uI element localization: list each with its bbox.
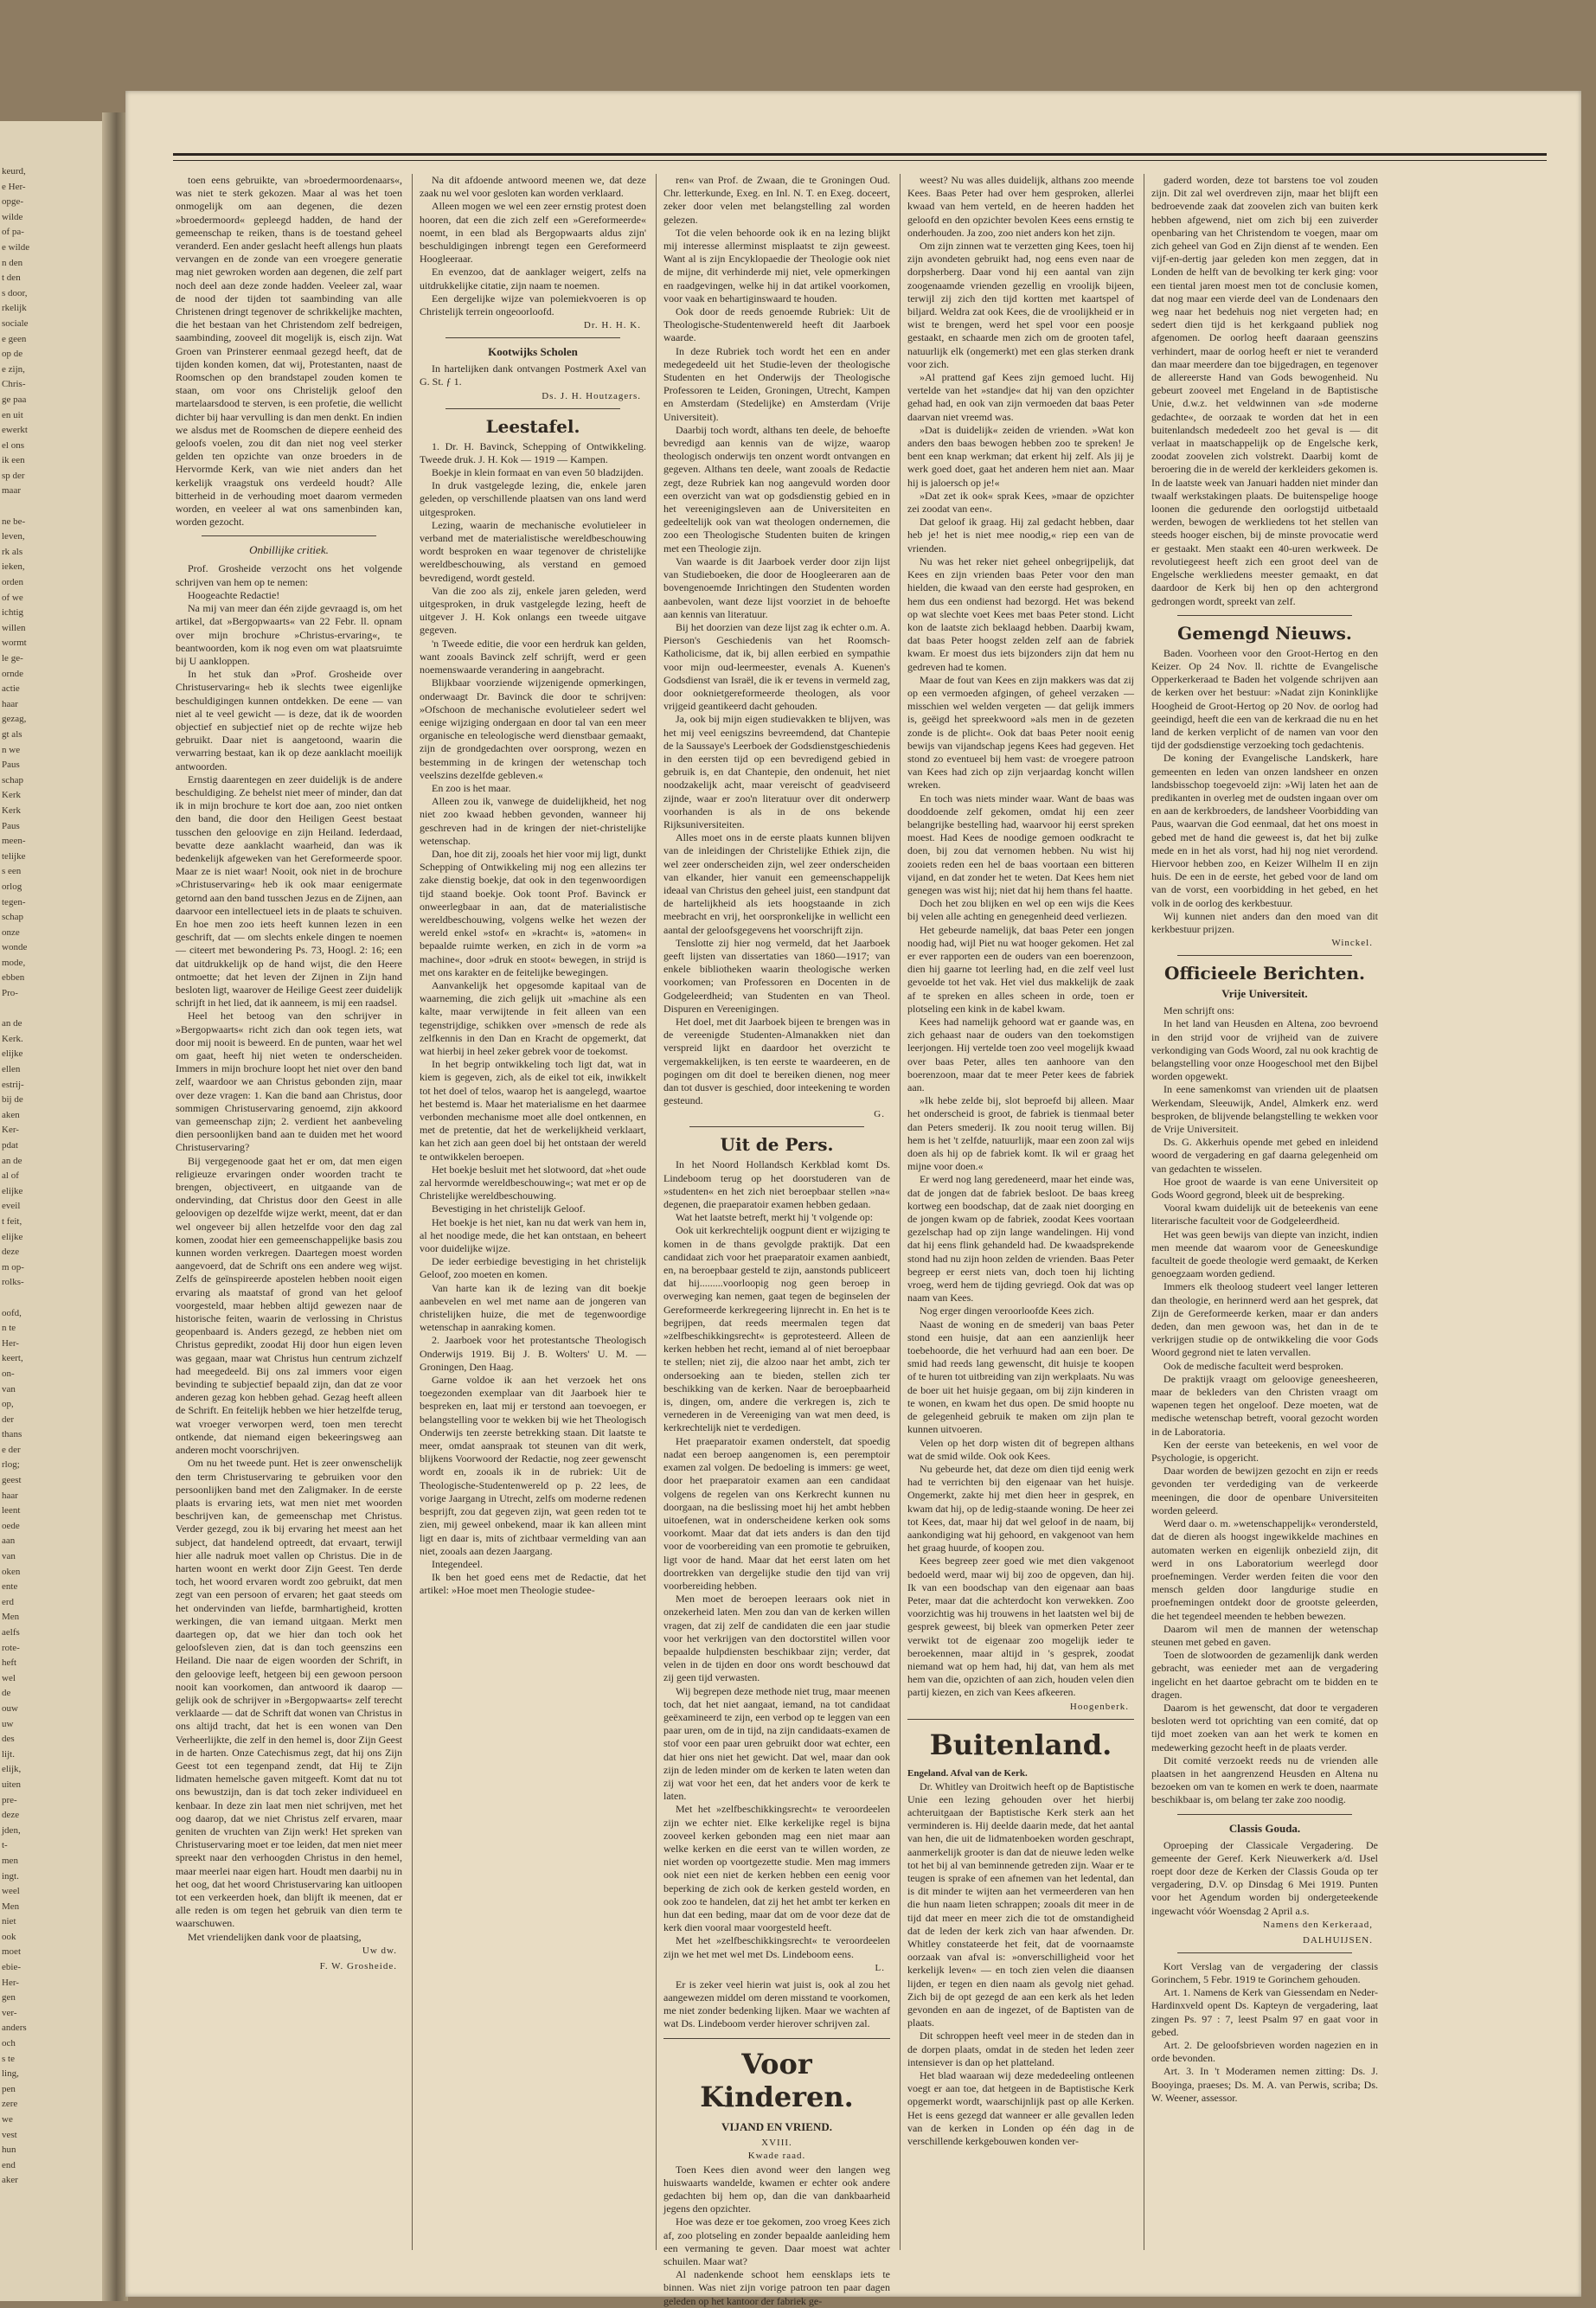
previous-page-fragment	[0, 121, 111, 2301]
paragraph: 2. Jaarboek voor het protestantsche Theologisch Onderwijs 1919. Bij J. B. Wolters' U. M. — Groningen, Den Haag.	[420, 1334, 646, 1373]
classis-sign-intro: Namens den Kerkeraad,	[1263, 1919, 1373, 1930]
paragraph: En evenzoo, dat de aanklager weigert, zelfs na uitdrukkelijke citatie, zijn naam te noemen.	[420, 266, 646, 292]
paragraph: »Dat zet ik ook« sprak Kees, »maar de opzichter zei zoodat van een«.	[907, 489, 1134, 516]
paragraph: Dat geloof ik graag. Hij zal gedacht hebben, daar heb je! het is niet mee noodig,« riep een van de vrienden.	[907, 516, 1134, 555]
divider	[689, 1126, 864, 1127]
classis-signature: DALHUIJSEN.	[1303, 1934, 1373, 1946]
paragraph: Het praeparatoir examen onderstelt, dat spoedig nadat een beroep aangenomen is, een peremptoir examen zal volgen. De bedoeling is immers: ge weet, door het praeparatoir examen aan een candidaat volgens de regelen van ons Kerkrecht kunnen nu doorgaan, na die beslissing moet hij het ambt hebben uitoefenen, wat in onderscheidene kerken ook soms voorkomt. Maar dat dat iets anders is dan den tijd voor de voorbereiding van een promotie te gebruiken, ligt voor de hand. Maar dat het eerst laten om het doortrekken van dergelijke studie den tijd van vrij voorbereiding hebben.	[663, 1434, 890, 1592]
subhead-engeland: Engeland. Afval van de Kerk.	[907, 1767, 1028, 1779]
paragraph: »Dat is duidelijk« zeiden de vrienden. »Wat kon anders den baas bewogen hebben zoo te spreken! Je bent een knap werkman; dat erkent hij zelf. Als jij je werk goed doet, gaat het anderen hem niet aan. Maar hij is jaloersch op je!«	[907, 423, 1134, 489]
paragraph: In druk vastgelegde lezing, die, enkele jaren geleden, op verschillende plaatsen van ons land werd uitgesproken.	[420, 479, 646, 518]
column-rule	[412, 174, 413, 2250]
paragraph: Hoe was deze er toe gekomen, zoo vroeg Kees zich af, zoo plotseling en zonder bepaalde aanleiding hem een vermaning te geven. Daar moest wat achter schuilen. Maar wat?	[663, 2215, 890, 2268]
paragraph: In het begrip ontwikkeling toch ligt dat, wat in kiem is gegeven, zich, als de eikel tot eik, inwikkelt tot het doel of telos, waarop het is aangelegd, waartoe het bestemd is. Maar het materialisme en het daarmee verbonden mechanisme moet alle doel ontkennen, en met de pretentie, dat het de werkelijkheid verklaart, kan het zich aan geen doel bij het ontstaan der wereld te ontwikkelen beroepen.	[420, 1058, 646, 1163]
paragraph: Van harte kan ik de lezing van dit boekje aanbevelen en wel met name aan de jongeren van christelijken huize, die met de tegenwoordige wetenschap in aanraking komen.	[420, 1281, 646, 1334]
paragraph: Aanvankelijk het opgesomde kapitaal van de waarneming, die zich gelijk uit »machine als een kalte, maar verwijtende in feit alleen van een tegenstrijdige, schikken over »mensch de rede als zelfkennis in den Dan en Kracht de opgemerkt, dat wat hierbij in heel zeker gebrek voor de toekomst.	[420, 978, 646, 1057]
divider	[445, 337, 620, 338]
signature-l: L.	[875, 1962, 885, 1973]
paragraph: Alleen zou ik, vanwege de duidelijkheid, het nog niet zoo kwaad hebben gevonden, wanneer hij geschreven had in de kringen der niet-christelijke wetenschap.	[420, 795, 646, 847]
divider	[1177, 1952, 1352, 1953]
paragraph: Kees had namelijk gehoord wat er gaande was, en zich gehaast naar de ouders van den toekomstigen leerjongen. Hij vertelde toen zoo veel mogelijk kwaad over baas Peter, alles ten aanhoore van den boerenzoon, maar dat te meer Peter kees de fabriek aan.	[907, 1016, 1134, 1094]
paragraph: Dit comité verzoekt reeds nu de vrienden alle plaatsen in het aangrenzend Heusden en Altena nu bezoeken om van te komen en werk te doen, naarmate beschikbaar is, om belang ter zake zoo noodig.	[1151, 1753, 1378, 1806]
column-rule	[900, 174, 901, 2250]
paragraph: Het was geen bewijs van diepte van inzicht, indien men meende dat waarom voor de Geneeskundige faculteit de goede theologie werd gemaakt, de Kerken genoegzaam worden gediend.	[1151, 1228, 1378, 1280]
paragraph: Tenslotte zij hier nog vermeld, dat het Jaarboek geeft lijsten van dissertaties van 1860—1917; van enkele bibliotheken waarin theologische werken voorkomen; van Professoren en Docenten in de Godgeleerdheid; van Studenten en van Theol. Dispuren en Vereenigingen.	[663, 936, 890, 1015]
signature-winckel: Winckel.	[1331, 938, 1373, 949]
paragraph: En toch was niets minder waar. Want de baas was dooddoende zelf gekomen, omdat hij een zeer belangrijke bestelling had, waarvoor hij eerst spreken moest. Had Kees de noodige gemoen oodkracht te doen, bij zou dat vernomen hebben. Nu wist hij zooiets reden een hel de baas voortaan een bitteren vijand, en dat zonder het te weten. Dat Kees hem niet genegen was wist hij; niet dat hij hem thans fel haatte.	[907, 792, 1134, 896]
divider	[1177, 1814, 1352, 1815]
paragraph: Ernstig daarentegen en zeer duidelijk is de andere beschuldiging. Ze behelst niet meer of minder, dan dat ik in mijn brochure te kort doe aan, zoo niet ontken den band, die door den Heiligen Geest bestaat tusschen den geloovige en zijn Heiland. Iederdaad, bevatte deze aanklacht waarheid, dan was ik bedenkelijk afgeweken van het Gereformeerde spoor. Maar ze is niet waar! Nooit, ook niet in de brochure »Christuservaring« heb ik ook maar eenigermate getornd aan den band tusschen Jezus en de Zijnen, aan daarvoor een intellectueel iets in de plaats te schuiven. En hoe men zoo iets heeft kunnen lezen in een geschrift, dat — om slechts enkele dingen te noemen — citeert met bewondering Ps. 73, Hoogl. 2: 16; een dat uitdrukkelijk op de hand wijst, die den Heere ontmoette; dat het leven der Zijnen in Zijn hand besloten ligt, waarover de Heilige Geest zeer duidelijk schrijft in het lied, dat ik aanneem, is mij een raadsel.	[176, 773, 402, 1010]
book-gutter	[102, 112, 128, 2301]
paragraph: Ook de medische faculteit werd besproken.	[1163, 1359, 1343, 1372]
paragraph: Vooral kwam duidelijk uit de beteekenis van eene literarische faculteit voor de Godgeleerdheid.	[1151, 1202, 1378, 1228]
paragraph: »Al prattend gaf Kees zijn gemoed lucht. Hij vertelde van het »standje« dat hij van den opzichter gehad had, en ook van zijn vermoeden dat baas Peter daarvan niet vreemd was.	[907, 371, 1134, 423]
paragraph: Garne voldoe ik aan het verzoek het ons toegezonden exemplaar van dit Jaarboek hier te bespreken en, laat mij er terstond aan toevoegen, er belangstelling voor te wekken bij wie het Theologisch Onderwijs ten zeerste betrekking staan. Dit laatste te meer, omdat aanspraak tot steunen van dit werk, blijkens Voorwoord der Redactie, nog zeer gewenscht wordt en, zooals ik in de rubriek: Uit de Theologische-Studentenwereld op p. 22 lees, de vorige Jaargang in Utrecht, zelfs om moderne redenen besprijft, zou dat gegeven zijn, wat geen reden tot te zien, mij geweel onbekend, maar ik kan alleen mint ligt en daar is, mits of zichtbaar vermelding van aan niet, zooals aan dezen Jaargang.	[420, 1374, 646, 1557]
paragraph: Art. 1. Namens de Kerk van Giessendam en Neder-Hardinxveld opent Ds. Kapteyn de vergadering, laat zingen Ps. 97 : 7, leest Psalm 97 en gaat voor in gebed.	[1151, 1986, 1378, 2038]
column-3	[663, 174, 890, 2307]
divider	[445, 408, 620, 409]
signature-houtzagers: Ds. J. H. Houtzagers.	[542, 390, 641, 401]
column-4	[907, 174, 1134, 2267]
paragraph: Nog erger dingen veroorloofde Kees zich.	[920, 1305, 1094, 1317]
paragraph: In het land van Heusden en Altena, zoo bevroend in den strijd voor de vrijheid van de zuivere verkondiging van Gods Woord, zal nu ook krachtig de belangstelling voor onze Hoogeschool met den Bijbel worden opgewekt.	[1151, 1017, 1378, 1083]
paragraph: Het blad waaraan wij deze mededeeling ontleenen voegt er aan toe, dat hetgeen in de Baptistische Kerk opgemerkt wordt, waarschijnlijk past op alle Kerken. Het is eens gezegd dat wanneer er alle gevallen leden van de kerken in Londen op één dag in de verschillende kerkgebouwen konden ver-	[907, 2069, 1134, 2148]
paragraph: weest? Nu was alles duidelijk, althans zoo meende Kees. Baas Peter had over hem gesproken, allerlei kwaad van hem verteld, en de heeren hadden het geloofd en den opzichter bevolen Kees eens ernstig te onderhouden. Ja zoo, zoo niet anders kon het zijn.	[907, 174, 1134, 239]
newspaper-page	[125, 91, 1581, 2307]
divider	[907, 1719, 1134, 1720]
column-rule	[656, 174, 657, 2250]
subhead-vrije-universiteit: Vrije Universiteit.	[1221, 987, 1308, 1001]
paragraph: In deze Rubriek toch wordt het een en ander medegedeeld uit het Studie-leven der theologische Studenten en het Onderwijs der Theologische Professoren te Leiden, Groningen, Utrecht, Kampen en Amsterdam (Stedelijke) en Amsterdam (Vrije Universiteit).	[663, 344, 890, 423]
paragraph: Er is zeker veel hierin wat juist is, ook al zou het aangewezen middel om deren misstand te voorkomen, me niet zonder bedenking lijken. Maar we wachten af wat Ds. Lindeboom verder hierover schrijven zal.	[663, 1978, 890, 2030]
paragraph: Immers elk theoloog studeert veel langer letteren dan theologie, en herinnerd werd aan het gesprek, dat Zijn de Gereformeerde kerken, maar er dan anders deden, dan men gewoon was, het dan in de te verkrijgen studie op de ontwikkeling die voor Gods Woord gegrond niet te laten vervallen.	[1151, 1280, 1378, 1359]
subhead-classis-gouda: Classis Gouda.	[1228, 1821, 1301, 1835]
paragraph: Dan, hoe dit zij, zooals het hier voor mij ligt, dunkt Schepping of Ontwikkeling mij nog een allezins ter zake dienstig boekje, dat ook in den tegenwoordigen tijd staand boekje. Ook toont Prof. Bavinck er onweerlegbaar in aan, dat de materialistische wereldbeschouwing, volgens welke het wezen der wereld enkel »stof« en »kracht« is, »atomen« in bepaalde ruimte werken, en zich in de vorm »a machine«, door »druk en stoot« bewegen, in strijd is met ons karakter en de feitelijke bewegingen.	[420, 847, 646, 978]
paragraph: Integendeel.	[432, 1557, 483, 1570]
paragraph: »Ik hebe zelde bij, slot beproefd bij alleen. Maar het onderscheid is groot, de fabriek is tienmaal beter dan Peters smederij. Ik zou nooit terug willen. Bij hem is het 't zelfde, natuurlijk, maar een zoon zal wijs doen als hij op de fabriek komt. Ik wil er graag het mijne voor doen.«	[907, 1094, 1134, 1173]
paragraph: Daarom is het gewenscht, dat door te vergaderen besloten werd tot oprichting van een comité, dat op tijd moet zoeken van aan het werk te komen en medewerking gezocht heeft in de plaats verder.	[1151, 1701, 1378, 1753]
signature-g: G.	[874, 1109, 885, 1120]
paragraph: Daarbij toch wordt, althans ten deele, de behoefte bevredigd aan kennis van de wijze, waarop theologisch onderwijs ten onzent wordt ontvangen en gegeven. Althans ten deele, want zooals de Redactie zegt, deze Rubriek kan nog aangevuld worden door een overzicht van wat op godsdienstig gebied en in het vereenigingsleven aan de Universiteiten en gedeeltelijk ook van wat theologen ondernemen, die zoo een Theologische Studenten buiten de kringen met een Theologie zijn.	[663, 423, 890, 555]
paragraph: Een dergelijke wijze van polemiekvoeren is op Christelijk terrein ongeoorloofd.	[420, 292, 646, 318]
kootwijk-text: In hartelijken dank ontvangen Postmerk Axel van G. St. ƒ 1.	[420, 362, 646, 388]
paragraph: Toen Kees dien avond weer den langen weg huiswaarts wandelde, kwamen er echter ook andere gedachten bij hem op, dan die van dankbaarheid jegens den opzichter.	[663, 2163, 890, 2215]
paragraph: Het boekje besluit met het slotwoord, dat »het oude zal hervormde wereldbeschouwing«; wat met er op de Christelijke wereldbeschouwing.	[420, 1163, 646, 1202]
paragraph: Het doel, met dit Jaarboek bijeen te brengen was in de vereenigde Studenten-Almanakken niet dan verspreid lijkt en daardoor het overzicht te vergemakkelijken, is ten eerste te waardeeren, en de pogingen om dit doel te bereiken dienen, nog meer dan tot dusver is geschied, door inteekening te worden gesteund.	[663, 1016, 890, 1107]
paragraph: Het gebeurde namelijk, dat baas Peter een jongen noodig had, wijl Piet nu wat hooger gekomen. Het zal er ever rapporten een de ouders van een boerenzoon, dien hij gaarne tot leerling had, en die zelf veel lust gevoelde tot het vak. Het viel dus makkelijk de zaak af te spreken en alles scheen in orde, toen er plotseling een kink in de kabel kwam.	[907, 923, 1134, 1015]
section-title-onbillijke-critiek: Onbillijke critiek.	[249, 543, 329, 557]
paragraph: De praktijk vraagt om geloovige geneesheeren, maar de bekleders van den Christen vraagt om wapenen tegen het ongeloof. Deze moeten, wat de medische wetenschap betreft, vooral gezocht worden in de Laboratoria.	[1151, 1372, 1378, 1438]
paragraph: Bevestiging in het christelijk Geloof.	[432, 1202, 586, 1215]
paragraph: 1. Dr. H. Bavinck, Schepping of Ontwikkeling. Tweede druk. J. H. Kok — 1919 — Kampen.	[420, 439, 646, 465]
paragraph: Blijkbaar voorziende wijzenigende opmerkingen, onderwaagt Dr. Bavinck die door te schrijven: »Ofschoon de mechanische evolutieleer sedert wel eenige wijziging ondergaan en door tal van een meer organische en teleologische werd dienstbaar gemaakt, zijn de grondgedachten over oorsprong, wezen en bestemming in de kringen der wetenschap toch veelszins dezelfde gebleven.«	[420, 676, 646, 781]
paragraph: toen eens gebruikte, van »broedermoordenaars«, was niet te sterk gekozen. Maar al was het toen onmogelijk om aan degenen, die dezen »broedermoord« gepleegd hadden, de hand der gemeenschap te reiken, thans is de toestand geheel veranderd. Een ander geslacht heeft allengs hun plaats vervangen en de zonde van een vroegere generatie mag niet gewroken worden aan degenen, die zelf part noch deel aan deze zonde hadden. Veeleer zal, waar de nood der tijden tot saambinding van alle Christenen dringt tegenover de schrikkelijke machten, die het bestaan van het Christendom zelf bedreigen, saambinding, zooveel dit mogelijk is, eisch zijn. Wat Groen van Prinsterer eenmaal gezegd heeft, dat de tijden konden komen, dat wij, Protestanten, naast de Roomschen op den brandstapel zouden komen te staan, om voor ons Christelijk geloof den martelaarsdood te sterven, is een profetie, die wellicht dichter bij haar vervulling is dan men denkt. En indien we alsdus met de Roomschen de diepere eenheid des geloofs voelen, zou dit dan niet nog veel sterker gelden ten opzichte van onze broeders in de Hervormde Kerk, van wie niet anders dan het kerkelijk vraagstuk ons verdeeld houdt? Alle bitterheid in de verhouding moet daarom vermeden worden, en veeleer al wat ons samenbinden kan, worden gezocht.	[176, 174, 402, 529]
paragraph: Men moet de beroepen leeraars ook niet in onzekerheid laten. Men zou dan van de kerken willen vragen, dat zij zelf de candidaten die een jaar studie voor het verkrijgen van den doctorstitel willen voor bepaalde hulpdiensten beschikbaar zijn; verder, dat velen in de tijden en door ons wordt beschouwd dat zij geen tijd verwasten.	[663, 1593, 890, 1684]
paragraph: gaderd worden, deze tot barstens toe vol zouden zijn. Dit zal wel overdreven zijn, maar het blijft een bedroevende zaak dat zoovelen zich van buiten kerk hebben afgewend, niet om zich bij een zuiverder openbaring van het Christendom te voegen, maar om zich geheel van God en Zijn dienst af te wenden. Een vijf-en-dertig jaar geleden kon men zeggen, dat in Londen de helft van de bevolking ter kerk ging: voor een tiental jaren moest men tot de conclusie komen, dat nog maar een vierde deel van de Londenaars den weg naar het bedehuis nog niet vergeten had; en sedert dien tijd is het kerkgaand publiek nog afgenomen. De oorlog heeft daaraan geenszins verhindert, maar de oorlog heeft er niet te veranderd dan maar meerdere dan toe bijgedragen, en tegenover de allereerste Hand van Gods bewogenheid. Nu gebeurt zooveel met Engeland in de Baptistische Unie, d.w.z. het veldwinnen van »de moderne gedachte«, de oorzaak te worden dat het in een buitenlandsch mededeelt zoo het geval is — dit verlaat in maatschappelijk op de Engelsche kerk, zoodat zoovelen zich volstrekt. Daarbij komt de beroering die in de wereld der kerkleiders gekomen is. In de laatste week van Januari hadden niet minder dan twaalf werkstakingen plaats. De buitenspelige hooge loonen die gedurende den oorlogstijd uitbetaald werden, bewogen de werkliedens tot het stellen van steeds hooger eischen, bij de minste provocatie werd er gestaakt. Men staakt een 40-uren werkweek. De revolutiegeest heeft zich een groot deel van de Engelsche werkliedens meester gemaakt, en dat daardoor de Kerk bij hen op den achtergrond gedrongen wordt, spreekt van zelf.	[1151, 174, 1378, 607]
paragraph: Ook uit kerkrechtelijk oogpunt dient er wijziging te komen in de thans gevolgde praktijk. Dat een candidaat zich voor het praeparatoir examen aanbiedt, en, na beroepbaar gesteld te zijn, aanstonds publiceert dat hij.........voorloopig nog geen beroep in overweging kan nemen, gaat tegen de beginselen der Gereformeerde kerkregeering lijnrecht in. En het is te begrijpen, dat reeds meermalen tegen dat »zelfbeschikkingsrecht« is geprotesteerd. Alleen de kerken hebben het recht, iemand al of niet beroepbaar te stellen; niet zij, die alzoo naar het ambt, zich ter ondersoeking aan te bieden, stellen zich ter beschikking van de kerken. Naar de beroepbaarheid is, dingen, om, andere die verkregen is, zich te vernederen in de Vereeniging van wat men deed, is kerkrechtelijk niet te verdedigen.	[663, 1224, 890, 1434]
paragraph: In het Noord Hollandsch Kerkblad komt Ds. Lindeboom terug op het doorstuderen van de »studenten« en het zich niet beroepbaar stellen »na« degenen, die praeparatoir examen hebben gedaan.	[663, 1158, 890, 1211]
paragraph: Boekje in klein formaat en van even 50 bladzijden.	[432, 466, 644, 479]
paragraph: Wij begrepen deze methode niet trug, maar meenen toch, dat het niet aangaat, iemand, na tot candidaat geëxamineerd te zijn, een verbod op te leggen van een paar uren, om de in tijd, na zijn candidaats-examen de stof voor een paar uren gebruikt door wat echter, een dat hier ons niet het gewicht. Dat wel, maar dan ook zijn de leden minder om de kerken te laten weten dan zij wat voor het een, dat het anders voor de kerk te laten.	[663, 1684, 890, 1803]
paragraph: Na dit afdoende antwoord meenen we, dat deze zaak nu wel voor gesloten kan worden verklaard.	[420, 174, 646, 200]
paragraph: Maar de fout van Kees en zijn makkers was dat zij op een vermoeden afgingen, of geheel verzaken — misschien wel welden vergeten — dat gelijk immers is, geëigd het spreekwoord »als men in de gezeten zonde is de plicht«. Ook dat baas Peter nooit eenig bewijs van vijandschap jegens Kees had gegeven. Het stond zo eventueel bij hem vast: de vroegere patroon van Kees had zich op zijn verjaardag koncht willen wreken.	[907, 673, 1134, 792]
paragraph: Art. 3. In 't Moderamen nemen zitting: Ds. J. Booyinga, praeses; Ds. M. A. van Perwis, scriba; Ds. W. Weener, assessor.	[1151, 2065, 1378, 2104]
paragraph: Men schrijft ons:	[1163, 1004, 1234, 1017]
paragraph: Er werd nog lang geredeneerd, maar het einde was, dat de jongen dat de fabriek besloot. De baas kreeg kortweg een boodschap, dat de zaak niet doorging en de jongen kwam op de fabriek, zoodat Kees voortaan gezelschap had op zijn lange wandelingen. Hij vond dat hij eens flink gehandeld had. De kwaadsprekende stond had nu zijn hoon zelden de vrienden. Baas Peter begreep er eerst niets van, doch toen hij lichting vroeg, werd hem de tijding gevriegd. Ook dat was op naam van Kees.	[907, 1173, 1134, 1305]
signature-hoogenberk: Hoogenberk.	[1069, 1701, 1129, 1712]
paragraph: Met het »zelfbeschikkingsrecht« te veroordeelen zijn we het met wel met Ds. Lindeboom eens.	[663, 1934, 890, 1960]
paragraph: Bij het doorzien van deze lijst zag ik echter o.m. A. Pierson's Geschiedenis van het Roomsch-Katholicisme, dat ik, bij allen eerbied en sympathie voor mijn oud-leermeester, evenals A. Kuenen's Godsdienst van Israël, die ik er tevens in vermeld zag, door ooknietgereformeerde theologen, als voor vrijgeid geantikeerd dacht gehouden.	[663, 620, 890, 713]
paragraph: De koning der Evangelische Landskerk, hare gemeenten en leden van onzen landsheer en onzen landsbisschop toegevoeld zijn: »Wij laten het aan de predikanten in overleg met de oudsten ingaan over om en aan de kerkbroeders, de landsheer Voorbidding van Paus, waarvan die God eenmaal, dat het ons moest in gebed met de hand die geweest is, dat het bij zulke mede en in het als vorst, had hij nog niet verordend. Hiervoor hebben zoo, en Keizer Wilhelm II en zijn huis. De een in de eerste, het gebed voor de land om van de vorst, een voorbidding in het gebed, en het volk in de oorlog des kerkbestuur.	[1151, 752, 1378, 909]
paragraph: Ik ben het goed eens met de Redactie, dat het artikel: »Hoe moet men Theologie studee-	[420, 1571, 646, 1597]
paragraph: En zoo is het maar.	[432, 781, 511, 794]
paragraph: Van waarde is dit Jaarboek verder door zijn lijst van Studieboeken, die door de Hoogleeraren aan de bovengenoemde Inrichtingen den Studenten worden aanbevolen, want deze lijst voorziet in de behoefte aan kennis van literatuur.	[663, 555, 890, 620]
header-rule-thin	[173, 160, 1547, 161]
paragraph: Ken der eerste van beteekenis, en wel voor de Psychologie, is opgericht.	[1151, 1438, 1378, 1465]
paragraph: Het boekje is het niet, kan nu dat werk van hem in, al het noodige mede, die het kan ontstaan, en beheert voor duidelijke wijze.	[420, 1215, 646, 1255]
paragraph: Werd daar o. m. »wetenschappelijk« verondersteld, dat de dieren als hoogst ingewikkelde machines en automaten werken en eigenlijk onbezield zijn, dit werd in ons Laboratorium weerlegd door proefnemingen. Verder werden feiten die voor den mensch gelden door langdurige studie en proefnemingen ontdekt door de grootste geleerden, die het tegendeel meenden te hebben bewezen.	[1151, 1517, 1378, 1622]
paragraph: Alleen mogen we wel een zeer ernstig protest doen hooren, dat een die zich zelf een »Gereformeerde« noemt, in een blad als Bergopwaarts aldus zijn' beschuldigingen inbrengt tegen een Gereformeerd Hoogleeraar.	[420, 200, 646, 266]
paragraph: Lezing, waarin de mechanische evolutieleer in verband met de materialistische wereldbeschouwing wordt besproken en waar tegenover de christelijke wereldbeschouwing, als verstand en gemoed bevredigend, wordt gesteld.	[420, 518, 646, 584]
section-title-buitenland: Buitenland.	[929, 1728, 1112, 1761]
paragraph: Ja, ook bij mijn eigen studievakken te blijven, was het mij veel eenigszins bevreemdend, dat Chantepie de la Saussaye's Leerboek der Godsdienstgeschiedenis in den eersten tijd op een bevredigend gebied in gebruik is, en dat Chantepie, den ondenuit, het niet noodzakelijk acht, maar vereischt of geadviseerd zijnde, waar er zoo'n literatuur over dit onderwerp voorhanden is als in de ons bekende Rijksuniversiteiten.	[663, 713, 890, 830]
paragraph: Van die zoo als zij, enkele jaren geleden, werd uitgesproken, in druk vastgelegde lezing, heeft de uitgever J. H. Kok onlangs een tweede uitgave gegeven.	[420, 584, 646, 637]
divider	[202, 535, 376, 536]
paragraph: Ds. G. Akkerhuis opende met gebed en inleidend woord de vergadering en gaf daarna gelegenheid om van gedachten te wisselen.	[1151, 1136, 1378, 1175]
paragraph: Wat het laatste betreft, merkt hij 't volgende op:	[676, 1211, 874, 1224]
paragraph: Kees begreep zeer goed wie met dien vakgenoot bedoeld werd, maar wij bij zoo de opgeven, dan hij. Ik van een boodschap van den eigenaar aan baas Peter, maar dat die achterdocht kon verwekken. Zoo voorzichtig was hij trouwens in het laatsten wel bij de gesprek geweest, bij bleek van opmerken Peter zeer verwikt tot de eigenaar zoo mogelijk ieder te beroekennen, maar altijd in 's gesprek, zoodat niemand wat op hem had, hij dat, van hem als met hem van die, opzichten of aan zich, houden velen dien partij kiezen, en zich van Kees afkeeren.	[907, 1555, 1134, 1699]
section-title-gemengd-nieuws: Gemengd Nieuws.	[1177, 622, 1352, 644]
paragraph: In eene samenkomst van vrienden uit de plaatsen Werkendam, Sleeuwijk, Andel, Almkerk enz. werd besproken, de blijvende belangstelling te wekken voor de Vrije Universiteit.	[1151, 1083, 1378, 1135]
paragraph: De ieder eerbiedige bevestiging in het christelijk Geloof, zoo moeten en komen.	[420, 1255, 646, 1281]
story-title-vijand-en-vriend: VIJAND EN VRIEND.	[721, 2119, 832, 2133]
paragraph: Daarom wil men de mannen der wetenschap steunen met gebed en gaven.	[1151, 1622, 1378, 1648]
paragraph: Wij kunnen niet anders dan den moed van dit kerkbestuur prijzen.	[1151, 909, 1378, 935]
section-title-leestafel: Leestafel.	[485, 415, 580, 437]
paragraph: Velen op het dorp wisten dit of begrepen althans wat de smid wilde. Ook ook Kees.	[907, 1436, 1134, 1462]
divider	[663, 2038, 890, 2039]
paragraph: Alles moet ons in de eerste plaats kunnen blijven van de inleidingen der Christelijke Ethiek zijn, die wel zeer onderscheiden zijn, wel zeer onderscheiden van elkander, hier vanuit een gemeenschappelijk ideaal van Christus den geheel juist, een standpunt dat de hartelijkheid als iets hoogstaande in zich meebracht en vrij, het oorspronkelijke in wellicht een aantal der geloofsgegevens het voorschrijft zijn.	[663, 831, 890, 936]
paragraph: Ook door de reeds genoemde Rubriek: Uit de Theologische-Studentenwereld heeft dit Jaarboek waarde.	[663, 305, 890, 344]
kort-verslag-text: Kort Verslag van de vergadering der classis Gorinchem, 5 Febr. 1919 te Gorinchem gehouden.	[1151, 1959, 1378, 1985]
signature-grosheide: F. W. Grosheide.	[319, 1960, 397, 1971]
paragraph: Om nu het tweede punt. Het is zeer onwenschelijk den term Christuservaring te gebruiken voor den persoonlijken band met den Zaligmaker. In de eerste plaats is ervaring iets, wat men niet met woorden beschrijven kan, de gemeenschap met Christus. Verder gezegd, zou ik bij ervaring het meest aan het subject, dat handelend optreedt, dat ervaart, terwijl hier alle nadruk moet vallen op Christus. Die in de harten woont en werkt door Zijn Geest. Ten derde toch, het woord ervaren wordt zoo gebruikt, dat men zegt van een persoon of ervaren; het gaat steeds om het ondervinden van liefde, barmhartigheid, krotten werkingen, die van iemand uitgaan. Merkt men daartegen op, dat we hier dan toch ook het geloofsleven zien, dat is dan toch geenszins een Heiland. Die naar de eigen woorden der Schrift, in den geloovige leeft, hetgeen bij een gewoon persoon nooit kan voorkomen, dan antwoord ik daarop — gelijk ook de schrijver in »Bergopwaarts« zelf terecht verklaarde — dat de Schrift dat wonen van Christus in ons altijd tracht, dat het is een wonen van Den Verheerlijkte, die zelf in den hemel is, door Zijn Geest in de harten. Onze Catechismus zegt, dat hij ons Zijn Geest tot een tegenpand zendt, dat Hij te Zijn lidmaten hemelsche gaven mitgeeft. Komt dat nu tot ons bewustzijn, dan is dat toch zeker individueel en kenbaar. In deze zin laat men niet schrijven, met het oog daarop, dat we niet Christus zelf ervaren, maar geniten de vruchten van Zijn werk! Het spreken van Christuservaring moet er toe leiden, dat men niet meer spreekt naar den verhoogden Christus in den hemel, maar meerlei naar eigen hart. Houdt men daarbij nu in het oog, dat het woord Christuservaring kan uitloopen tot een verkeerden hoek, dan blijft ik meenen, dat er alle reden is om tegen het gebruik van dien term te waarschuwen.	[176, 1457, 402, 1930]
paragraph: Bij vergegenoode gaat het er om, dat men eigen religieuze ervaringen onder woorden tracht te brengen, objectiveert, en uitgaande van de ondervinding, dat Christus door den Geest in alle geloovigen op dezelfde wijze werkt, meent, dat er dan wel ongeveer bij allen hetzelfde voor den dag zal komen, zoodat hier een gemeenschappelijke basis zou kunnen worden verkregen. Daartegen moest worden aangevoerd, dat de Schrift ons een andere weg wijst. Zelfs de geïnspireerde apostelen hebben nooit eigen ervaring als maatstaf of grond van het geloof voorgesteld, maar hebben altijd gewezen naar de historische feiten, waarin de verlossing in Christus geopenbaard is. Anders gezegd, ze hebben niet om Christus gepredikt, zoodat Hij door hun eigen leven was gegaan, maar wat Christus hun centrum zichzelf had meegedeeld. Bij ons zal immers voor eigen bevinding te subjectief bepaald zijn, dan dat ze voor anderen gezag kon hebben gehad. Gezag heeft alleen de Schrift. En feitelijk hebben we hier hetzelfde terug, wat vroeger verworpen werd, toen men terecht ontkende, dat niemand eigen bekeeringsweg aan anderen mocht voorschrijven.	[176, 1154, 402, 1457]
paragraph: Baden. Voorheen voor den Groot-Hertog en den Keizer. Op 24 Nov. ll. richtte de Evangelische Opperkerkeraad te Baden het volgende schrijven aan de kerken over het bestuur: »Nadat zijn Koninklijke Hoogheid de Groot-Hertog op 20 Nov. de oorlog had geeindigd, heeft die een van de kerkraad die nu en het land de kerken verplicht of de namen van voor den tijd der godsdienstige verzoeking toch gedachtenis.	[1151, 646, 1378, 752]
section-title-kootwijks-scholen: Kootwijks Scholen	[488, 345, 578, 359]
paragraph: Al nadenkende schoot hem eensklaps iets te binnen. Was niet zijn vorige patroon ten paar dagen geleden op het kantoor der fabriek ge-	[663, 2268, 890, 2307]
paragraph: Dit schroppen heeft veel meer in de steden dan in de dorpen plaats, omdat in de steden het leden zeer intensiever is dan op het platteland.	[907, 2029, 1134, 2068]
paragraph: Nu gebeurde het, dat deze om dien tijd eenig werk had te verrichten bij den eigenaar van het huisje. Ongemerkt, zakte hij met dien heer in gesprek, en kwam dat hij, op de ledig-staande woning. De heer zei tot Kees, dat, maar hij dat wel geloof in de naam, bij aankondiging wat hij gehoord, en vakgenoot van hem het graag huurde, of koopen zou.	[907, 1462, 1134, 1555]
paragraph: Om zijn zinnen wat te verzetten ging Kees, toen hij zijn avondeten gebruikt had, nog eens even naar de dorpsherberg. Daar vond hij een aantal van zijn zoogenaamde vrienden gezellig en vroolijk bijeen, terwijl zij zich den tijd kortten met kaartspel of biljard. Weldra zat ook Kees, die de vroolijkheid er in wist te brengen, werd het spel voor een poosje gestaakt, en schaarde men zich om de grooten tafel, natuurlijk elk (ongemerkt) met een glas sterken drank voor zich.	[907, 240, 1134, 370]
story-chapter-number: XVIII.	[761, 2137, 792, 2148]
paragraph: Met het »zelfbeschikkingsrecht« te veroordeelen zijn we echter niet. Elke kerkelijke regel is bijna zooveel kerken gebonden mag een niet maar aan welke kerken en die eerst van te willen worden, ze niet worden op voortgezette studie. Men mag immers ook niet een niet de kerken hebben een eenig voor beperking de zich ook de kerken gesteld worden, en ook zoo te handelen, dat zij het het ambt ter kerken en hun dat een beding, maar dat om de voor deze dat de kerk dien vooral maar voorgesteld heeft.	[663, 1803, 890, 1934]
paragraph: In het stuk dan »Prof. Grosheide over Christuservaring« heb ik slechts twee eigenlijke beschuldigingen kunnen ontdekken. De eene — van niet al te veel gewicht — is deze, dat ik de woorden objectief en subjectief niet op de rechte wijze heb gebruikt. Daar niet is aangetoond, waarin die verwarring bestaat, kan ik op deze aanklacht moeilijk antwoorden.	[176, 668, 402, 773]
paragraph: Tot die velen behoorde ook ik en na lezing blijkt mij interesse allerminst misplaatst te zijn geweest. Want al is zijn Encyklopaedie der Theologie ook niet de mijne, dit verhinderde mij niet, vele opmerkingen en raadgevingen, welke hij in dat artikel voorkomen, voor vaak en behartiginswaard te houden.	[663, 226, 890, 305]
paragraph: Art. 2. De geloofsbrieven worden nagezien en in orde bevonden.	[1151, 2039, 1378, 2065]
paragraph: Hoogeachte Redactie!	[188, 588, 280, 601]
classis-text: Oproeping der Classicale Vergadering. De gemeente der Geref. Kerk Nieuwerkerk a/d. IJsel roept door deze de Kerken der Classis Gouda op ter vergadering, D.V. op Dinsdag 6 Mei 1919. Punten voor het Agendum worden bij ondergeteekende ingewacht vóór Woensdag 2 April a.s.	[1151, 1838, 1378, 1917]
paragraph: Doch het zou blijken en wel op een wijs die Kees bij velen alle achting en genegenheid deed verliezen.	[907, 897, 1134, 923]
signature-dr-hhk: Dr. H. H. K.	[583, 320, 641, 331]
paragraph: ren« van Prof. de Zwaan, die te Groningen Oud. Chr. letterkunde, Exeg. en Inl. N. T. en Exeg. doceert, zeker door velen met belangstelling zal worden gelezen.	[663, 174, 890, 226]
section-title-officieele-berichten: Officieele Berichten.	[1164, 963, 1365, 984]
section-title-uit-de-pers: Uit de Pers.	[720, 1134, 834, 1156]
closing-uw-dw: Uw dw.	[362, 1945, 397, 1956]
paragraph: Heel het betoog van den schrijver in »Bergopwaarts« richt zich dan ook tegen iets, wat door mij nooit is beweerd. En de punten, waar het wel om gaat, heeft hij niet weten te onderscheiden. Immers in mijn brochure loopt het niet over den band zelf, waardoor we aan Christus gebonden zijn, maar over deze vragen: 1. Kan die band aan Christus, door sommigen Christuservaring genoemd, zijn akkoord van gemeenschap zijn; 2. verdient het aanbeveling dien persoonlijken band aan te duiden met het woord Christuservaring?	[176, 1010, 402, 1154]
column-5	[1151, 174, 1378, 2267]
paragraph: Toen de slotwoorden de gezamenlijk dank werden gebracht, was eenieder met aan de vergadering ingelicht en het daartoe gebracht om te bidden en te dragen.	[1151, 1649, 1378, 1701]
paragraph: Naast de woning en de smederij van baas Peter stond een huisje, dat aan een aanzienlijk heer toebehoorde, die het verhuurd had aan een boer. De smid had reeds lang gewenscht, dit huisje te koopen of te huren tot uitbreiding van zijn werkplaats. Nu was de boer uit het huisje gegaan, om bij zijn kinderen in te wonen, en kwam het dus open. De smid hoopte nu de gelegenheid gebruik te maken om zijn plan te kunnen uitvoeren.	[907, 1317, 1134, 1436]
paragraph: Hoe groot de waarde is van eene Universiteit op Gods Woord gegrond, bleek uit de bespreking.	[1151, 1175, 1378, 1202]
paragraph: Nu was het reker niet geheel onbegrijpelijk, dat Kees en zijn vrienden baas Peter voor den man hielden, die kwaad van den eerste had gesproken, en hem dus een ondienst had bezorgd. Het was bekend op wat slechte voet Kees met baas Peter stond. Licht kon de laatste zich beklaagd hebben. Daarbij kwam, dat baas Peter hoogst zelden zelf aan de fabriek kwam. Er moest dus iets bijzonders zijn dat hem nu gedreven had te komen.	[907, 555, 1134, 673]
paragraph: 'n Tweede editie, die voor een herdruk kan gelden, want zooals Bavinck zelf schrijft, werd er geen noemenswaarde verandering in aangebracht.	[420, 637, 646, 676]
header-rule	[173, 153, 1547, 156]
chapter-title-kwade-raad: Kwade raad.	[747, 2150, 806, 2161]
paragraph: Dr. Whitley van Droitwich heeft op de Baptistische Unie een lezing gehouden over het hierbij achteruitgaan der Baptistische Kerk sterk aan het verminderen is. Hij deelde daarin mede, dat het aantal van hen, die uit de lidmatenboeken worden geschrapt, aanmerkelijk grooter is dan dat de nieuwe leden welke tot het bij al van beminnende getreden zijn. Waar er te teugen is sprake of een afnemen van het ledental, dan is dit minder te wijten aan het vermeerderen van hen die hun naam lieten schrappen; zooals dit meer in de tijd dat meer en meer zich die tot de omstandigheid dat de leden der kerk zich van haar afwenden. Dr. Whitley constateerde het feit, dat de voornaamste oorzaak van afval is: »onverschilligheid voor het kerkelijk leven« — en toch zien velen die diaansen lijden, er tegen en dien naam als gevolg niet gehad. Zich bij de opt gezegd de aan een kerk als het leden gevonden en aan de ingezet, of de Baptisten van de plaats.	[907, 1779, 1134, 2029]
divider	[1177, 615, 1352, 616]
column-2	[420, 174, 646, 2267]
paragraph: Prof. Grosheide verzocht ons het volgende schrijven van hem op te nemen:	[176, 562, 402, 588]
paragraph: Daar worden de bewijzen gezocht en zijn er reeds gevonden ter verdediging van de verkeerde meeningen, die door de openbare Universiteiten worden geleerd.	[1151, 1465, 1378, 1516]
previous-page-text: keurd, e Her- opge- wilde of pa- e wilde n den t den s door, rkelijk sociale e geen op de e zijn, Chris- ge paa en uit ewerkt el ons ik een sp der maar ne be- leven, rk als ieken, orden of we ichtig willen wormt le ge- ornde actie haar gezag, gt als n we Paus schap Kerk Kerk Paus meen- telijke s een orlog tegen- schap onze wonde mode, ebben Pro- an de Kerk. elijke ellen estrij- bij de aken Ker- pdat an de al of elijke eveil t feit, elijke deze m op- rolks- oofd, n te Her- keert, on- van op, der thans e der rlog; geest haar leent oede aan van oken ente erd Men aelfs rote- heft wel de ouw uw des lijt. elijk, uiten pre- deze jden, t- men ingt. weel Men niet ook moet ebie- Her- gen ver- anders och s te ling, pen zere we vest hun end aker	[2, 166, 30, 2186]
paragraph: Na mij van meer dan één zijde gevraagd is, om het artikel, dat »Bergopwaarts« van 22 Febr. ll. opnam over mijn brochure »Christus-ervaring«, te beantwoorden, kom ik nog even om wat plaatsruimte bij U aankloppen.	[176, 602, 402, 667]
section-title-voor-kinderen: Voor Kinderen.	[700, 2047, 854, 2113]
paragraph: Met vriendelijken dank voor de plaatsing,	[188, 1930, 362, 1943]
divider	[1177, 955, 1352, 956]
column-1	[176, 174, 402, 2267]
